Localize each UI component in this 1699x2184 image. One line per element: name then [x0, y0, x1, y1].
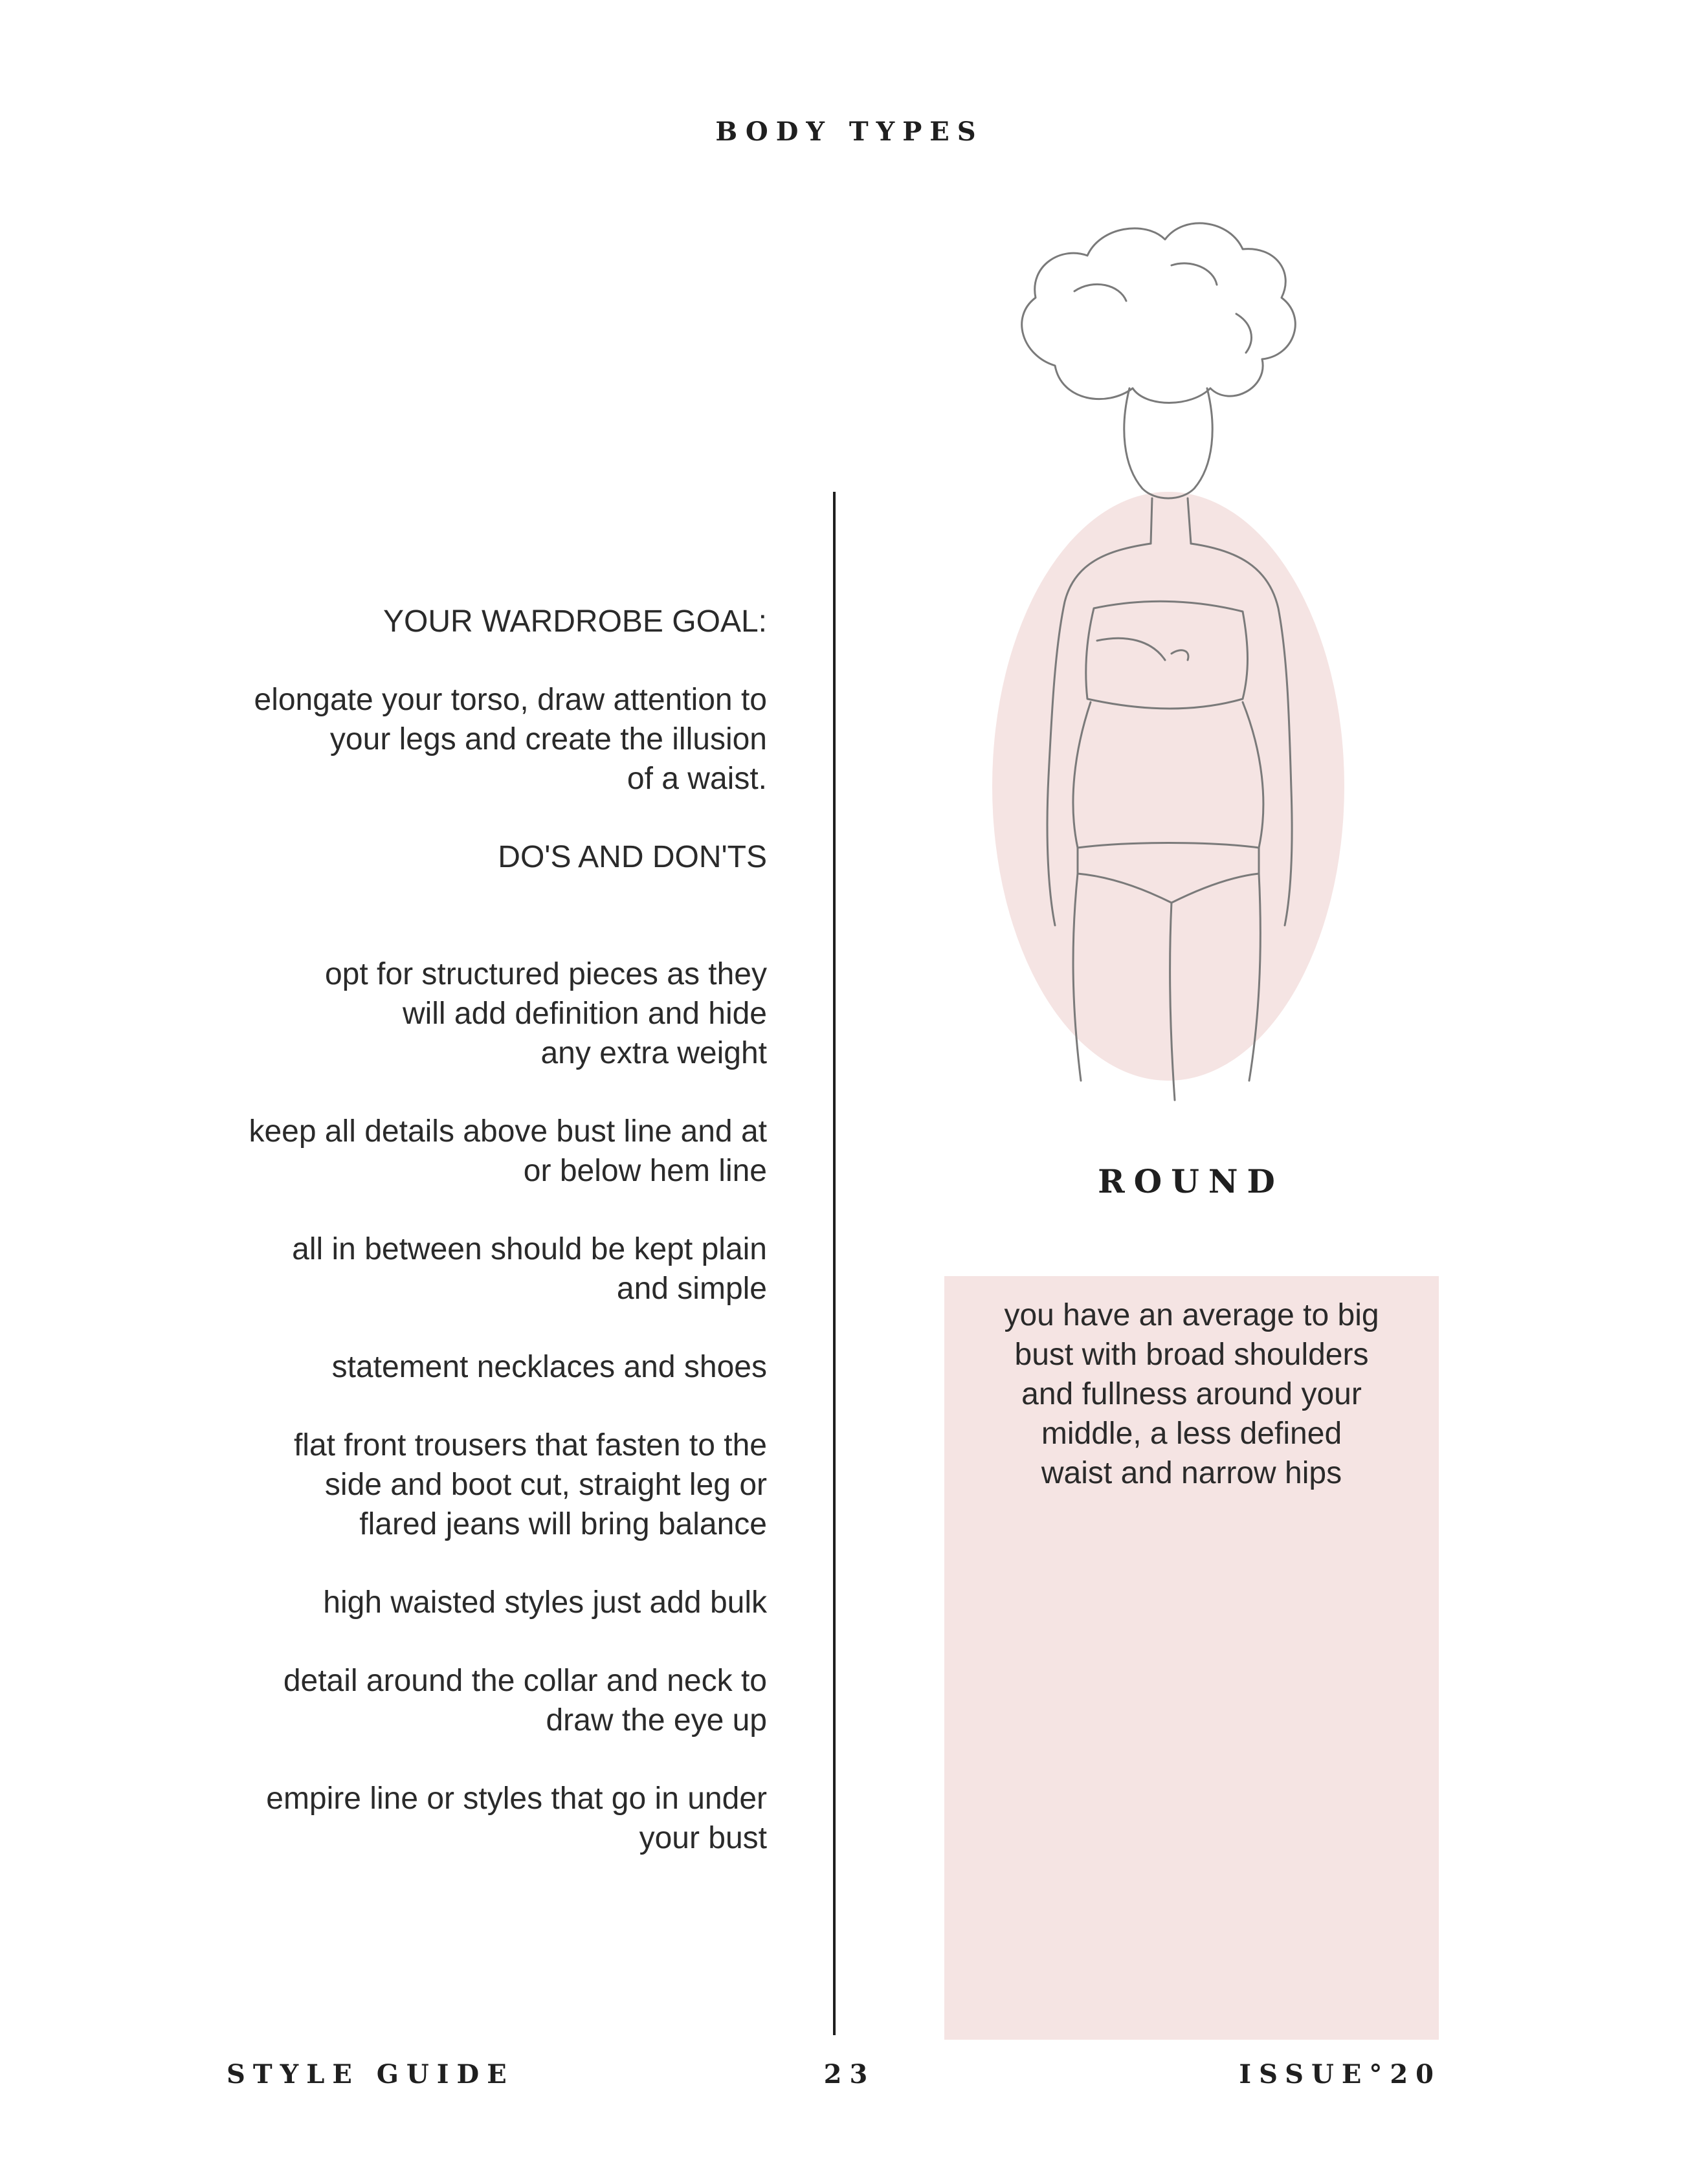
tip-item: opt for structured pieces as they will add definition and hide any extra weight — [324, 957, 767, 1070]
page-title: BODY TYPES — [715, 116, 984, 147]
footer-publication: STYLE GUIDE — [227, 2059, 515, 2090]
body-type-description: you have an average to big bust with broad shoulders and fullness around your middle, a less defined waist and narrow hips — [1004, 1298, 1379, 1490]
wardrobe-goal-heading: YOUR WARDROBE GOAL: — [383, 604, 767, 639]
tip-item: flat front trousers that fasten to the side and boot cut, straight leg or flared jeans will bring balance — [293, 1428, 767, 1541]
page-number: 23 — [823, 2059, 876, 2090]
tip-item: empire line or styles that go in under your bust — [266, 1781, 767, 1855]
wardrobe-goal-text: elongate your torso, draw attention to your legs and create the illusion of a waist. — [254, 683, 767, 796]
tip-item: detail around the collar and neck to draw the eye up — [283, 1664, 767, 1737]
tip-item: all in between should be kept plain and simple — [292, 1232, 767, 1306]
description-panel — [944, 1276, 1439, 2040]
footer-issue: ISSUE°20 — [1239, 2059, 1441, 2090]
dos-donts-heading: DO'S AND DON'TS — [498, 840, 767, 874]
tip-item: keep all details above bust line and at or below hem line — [249, 1114, 767, 1188]
body-type-name: ROUND — [1098, 1162, 1284, 1200]
wardrobe-advice-column — [120, 602, 767, 1858]
column-divider — [833, 492, 836, 2035]
tip-item: statement necklaces and shoes — [331, 1350, 767, 1384]
tip-item: high waisted styles just add bulk — [323, 1585, 767, 1620]
round-body-sketch-icon — [958, 194, 1379, 1113]
